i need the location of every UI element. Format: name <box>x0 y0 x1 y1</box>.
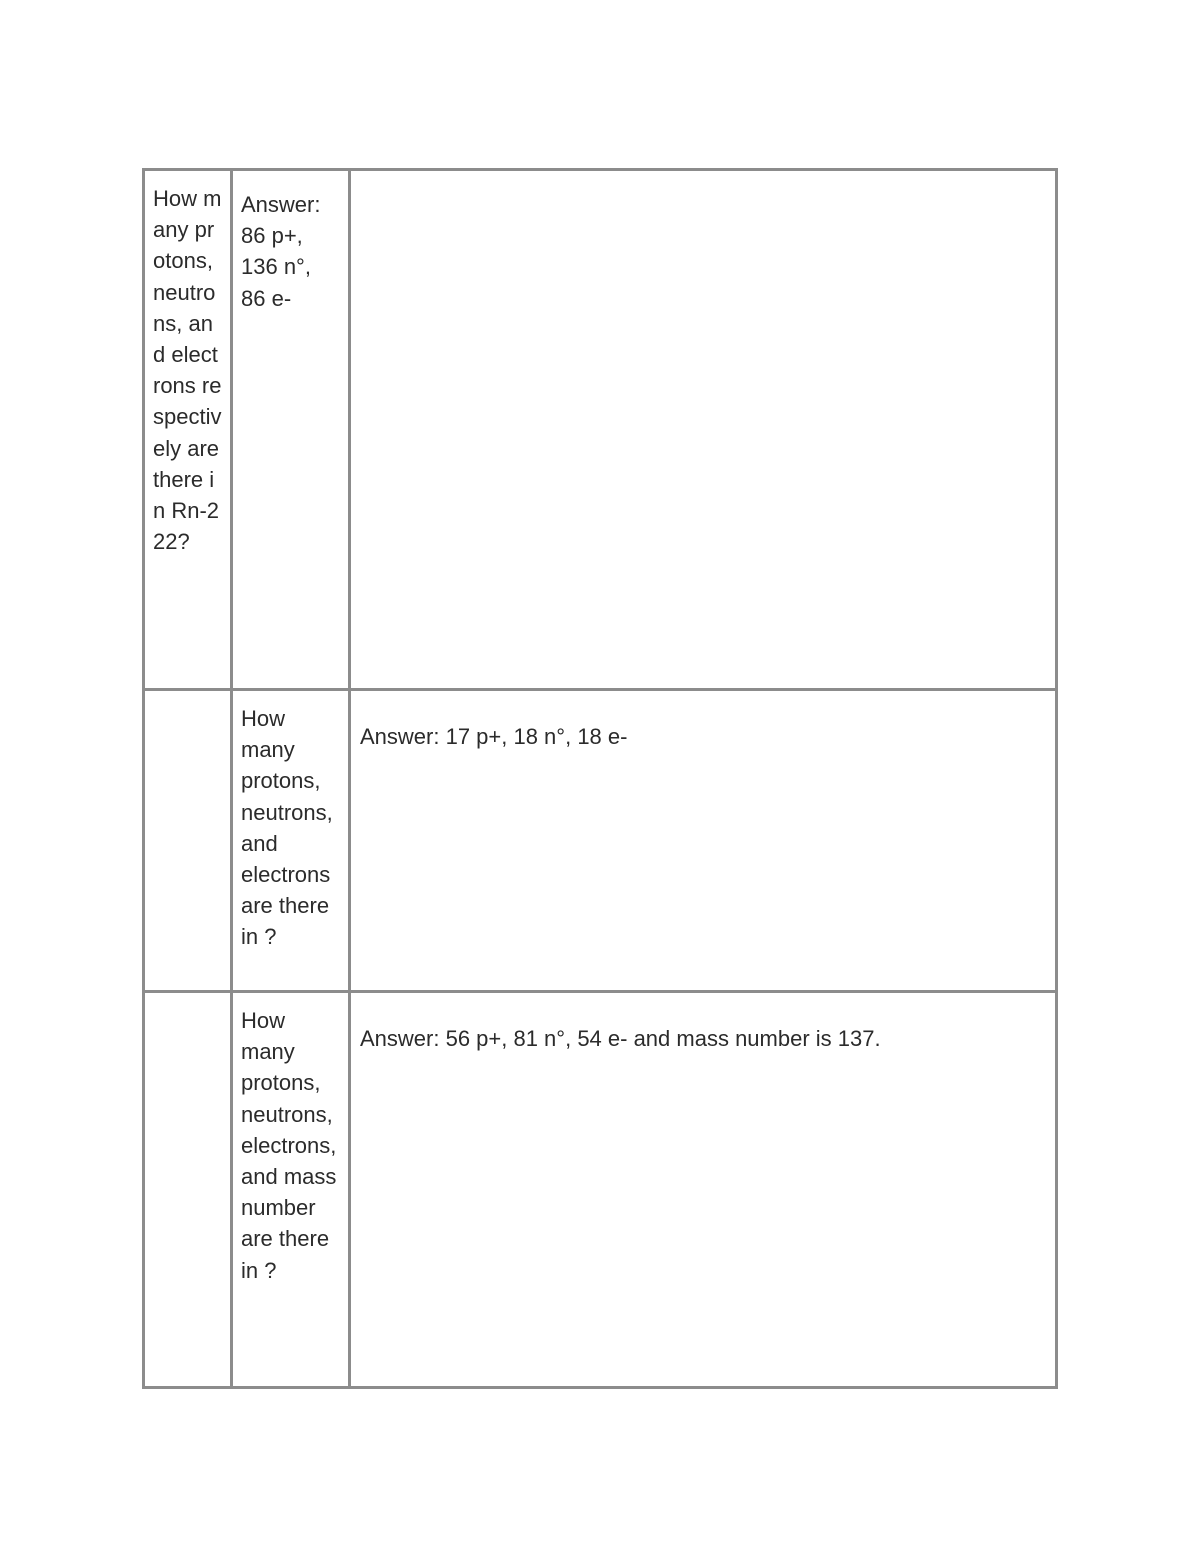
empty-cell <box>350 170 1057 690</box>
table-row <box>144 690 1057 992</box>
answer-text: Answer: 17 p+, 18 n°, 18 e- <box>360 724 628 749</box>
qa-table <box>142 168 1058 1389</box>
table-row <box>144 170 1057 690</box>
answer-neutrons: 136 n°, <box>241 254 311 280</box>
table-row <box>144 992 1057 1388</box>
empty-cell <box>144 690 232 992</box>
question-cell <box>144 170 232 690</box>
answer-electrons: 86 e- <box>241 285 292 311</box>
question-cell <box>232 690 350 992</box>
answer-text: Answer: 56 p+, 81 n°, 54 e- and mass number is 137. <box>360 1026 881 1051</box>
answer-protons: 86 p+, <box>241 223 303 249</box>
question-text: How many protons, neutrons, and electrons respectively are there in Rn-222? <box>153 186 222 555</box>
question-text: How many protons, neutrons, and electrons are there in ? <box>241 706 333 950</box>
question-cell <box>232 992 350 1388</box>
question-text: How many protons, neutrons, electrons, and mass number are there in ? <box>241 1008 337 1283</box>
answer-cell <box>350 690 1057 992</box>
answer-label: Answer: <box>241 192 321 217</box>
answer-cell <box>232 170 350 690</box>
empty-cell <box>144 992 232 1388</box>
answer-cell <box>350 992 1057 1388</box>
